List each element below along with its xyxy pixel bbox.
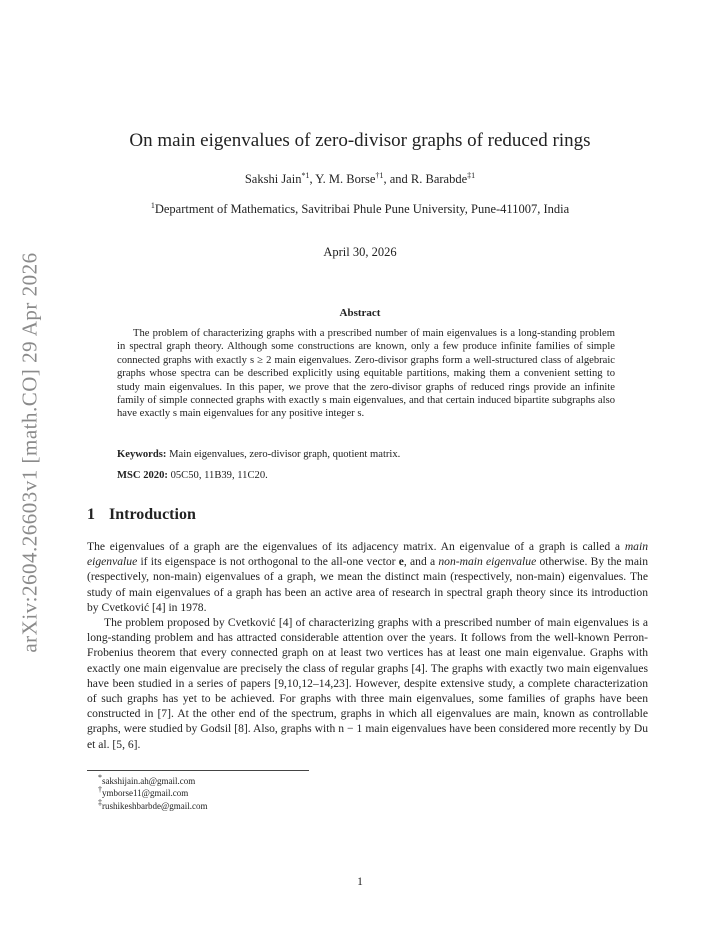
text-run: , and a [403,555,439,569]
footnote [98,775,208,787]
paper-title: On main eigenvalues of zero-divisor graphs of reduced rings [129,130,591,151]
author-name: R. Barabde [410,172,468,186]
footnote-email: ymborse11@gmail.com [102,788,189,799]
abstract-body: The problem of characterizing graphs with a prescribed number of main eigenvalues is a long-standing problem in spectral graph theory. Although some constructions are known, only a few produce infinite families of simple connected graphs with exactly s ≥ 2 main eigenvalues. Zero-divisor graphs form a well-structured class of algebraic graphs whose spectra can be described explicitly using equitable partitions, making them a convenient setting to study main eigenvalues. In this paper, we prove that the zero-divisor graphs of reduced rings provide an infinite family of simple connected graphs with exactly s main eigenvalues, and that certain induced bipartite subgraphs also have exactly s main eigenvalues for any positive integer s. [117,328,615,420]
footnote-mark: * [98,773,102,782]
footnote-mark: † [98,785,102,795]
author-mark: *1 [301,170,310,180]
affiliation-text: Department of Mathematics, Savitribai Phule Pune University, Pune-411007, India [154,202,570,216]
footnote-email: sakshijain.ah@gmail.com [102,776,196,786]
author-mark: †1 [375,170,384,180]
section-heading [87,506,196,524]
author-list [0,172,720,187]
abstract-heading: Abstract [339,307,381,319]
keywords-label: Keywords: [117,449,167,460]
footnote [98,797,208,812]
page-number: 1 [357,876,363,888]
msc-line [117,470,615,481]
emphasis-term: non-main eigenvalue [438,555,537,569]
author-mark: ‡1 [467,170,476,180]
paragraph: The problem proposed by Cvetković [4] of characterizing graphs with a prescribed number of main eigenvalues is a long-standing problem and has attracted considerable attention over the years. It follows from the well-known Perron-Frobenius theorem that every connected graph on at least two vertices has at least one main eigenvalue. Graphs with exactly one main eigenvalue are precisely the class of regular graphs [4]. The graphs with exactly two main eigenvalues have been studied in a series of papers [9,10,12–14,23]. However, despite extensive study, a complete characterization of such graphs has yet to be achieved. For graphs with three main eigenvalues, some families of graphs have been constructed in [7]. At the other end of the spectrum, graphs in which all eigenvalues are main, known as controllable graphs, were studied by Godsil [8]. Also, graphs with n − 1 main eigenvalues have been considered more recently by Du et al. [5, 6]. [87,616,648,751]
bold-vector: e [398,555,404,569]
footnote [98,787,208,799]
text-run: otherwise. By the main (respectively, non-main) eigenvalues of a graph, we mean the distinct main (respectively, non-main) eigenvalues. The study of main eigenvalues of a graph has been an active area of research in spectral graph theory since its introduction by Cvetković [4] in 1978. [87,555,648,614]
paper-date: April 30, 2026 [323,245,397,259]
text-run: if its eigenspace is not orthogonal to the all-one vector [137,555,399,569]
section-title: Introduction [109,506,196,523]
footnote-mark: ‡ [98,797,102,807]
keywords-text: Main eigenvalues, zero-divisor graph, quotient matrix. [169,449,401,460]
footnotes [98,775,208,812]
author-separator: , and [383,172,411,186]
author-name: Sakshi Jain [244,172,302,186]
section-number: 1 [87,506,95,523]
paragraph [87,539,648,615]
keywords-line [117,449,615,460]
author-name: Y. M. Borse [315,172,376,186]
affiliation-mark: 1 [150,200,155,210]
footnote-rule [87,770,309,771]
msc-text: 05C50, 11B39, 11C20. [170,470,268,481]
text-run: The eigenvalues of a graph are the eigenvalues of its adjacency matrix. An eigenvalue of a graph is called a [87,540,625,553]
affiliation [0,202,720,217]
arxiv-stamp-text: arXiv:2604.26603v1 [math.CO] 29 Apr 2026 [17,252,42,653]
msc-label: MSC 2020: [117,470,168,481]
introduction-body [87,539,648,752]
author-separator: , [309,172,316,186]
footnote-email: rushikeshbarbde@gmail.com [102,800,208,811]
emphasis-term: main eigenvalue [87,540,648,569]
